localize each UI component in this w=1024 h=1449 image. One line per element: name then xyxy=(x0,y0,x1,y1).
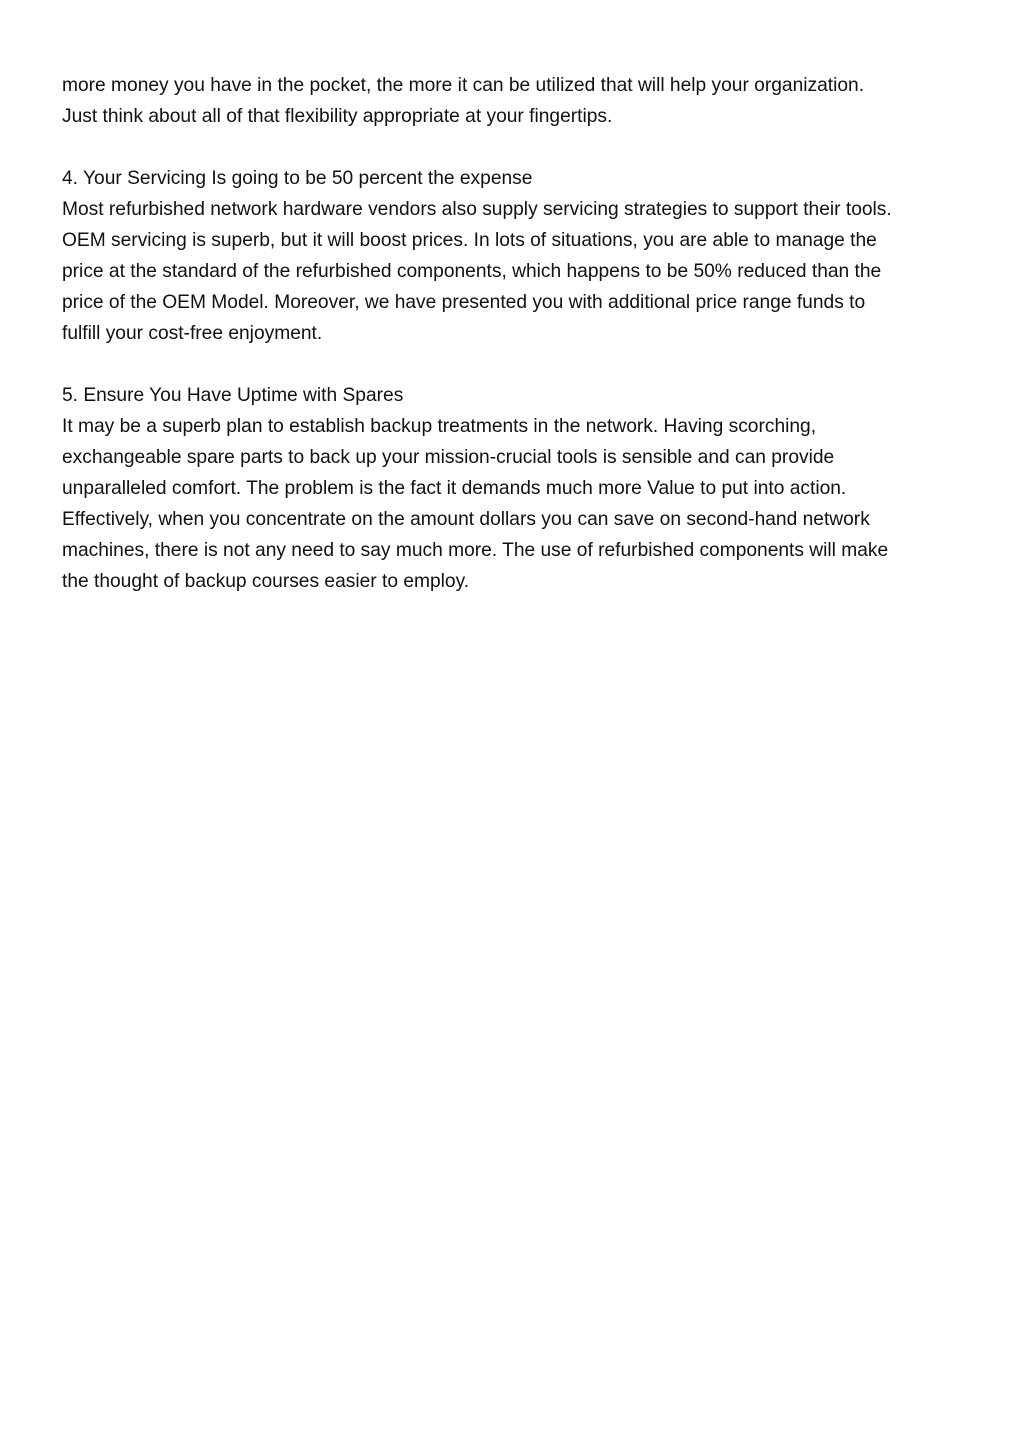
paragraph-line: fulfill your cost-free enjoyment. xyxy=(62,323,323,344)
section-5 xyxy=(62,380,972,597)
document-page xyxy=(62,70,972,597)
section-heading: 5. Ensure You Have Uptime with Spares xyxy=(62,385,404,406)
paragraph-line: machines, there is not any need to say much more. The use of refurbished components will make xyxy=(62,540,889,561)
paragraph-line: It may be a superb plan to establish backup treatments in the network. Having scorching, xyxy=(62,416,817,437)
paragraph-line: Just think about all of that flexibility appropriate at your fingertips. xyxy=(62,106,613,127)
paragraph-line: Most refurbished network hardware vendors also supply servicing strategies to support their tools. xyxy=(62,199,892,220)
paragraph-line: Effectively, when you concentrate on the amount dollars you can save on second-hand network xyxy=(62,509,870,530)
paragraph-line: more money you have in the pocket, the more it can be utilized that will help your organization. xyxy=(62,75,865,96)
paragraph-line: exchangeable spare parts to back up your mission-crucial tools is sensible and can provide xyxy=(62,447,835,468)
section-heading: 4. Your Servicing Is going to be 50 percent the expense xyxy=(62,168,533,189)
paragraph-line: price at the standard of the refurbished components, which happens to be 50% reduced than the xyxy=(62,261,882,282)
paragraph-line: the thought of backup courses easier to employ. xyxy=(62,571,470,592)
paragraph-spacer xyxy=(62,349,972,380)
paragraph-line: price of the OEM Model. Moreover, we have presented you with additional price range funds to xyxy=(62,292,866,313)
intro-paragraph xyxy=(62,70,972,132)
paragraph-line: OEM servicing is superb, but it will boost prices. In lots of situations, you are able to manage the xyxy=(62,230,877,251)
section-4 xyxy=(62,163,972,349)
paragraph-spacer xyxy=(62,132,972,163)
paragraph-line: unparalleled comfort. The problem is the fact it demands much more Value to put into action. xyxy=(62,478,847,499)
